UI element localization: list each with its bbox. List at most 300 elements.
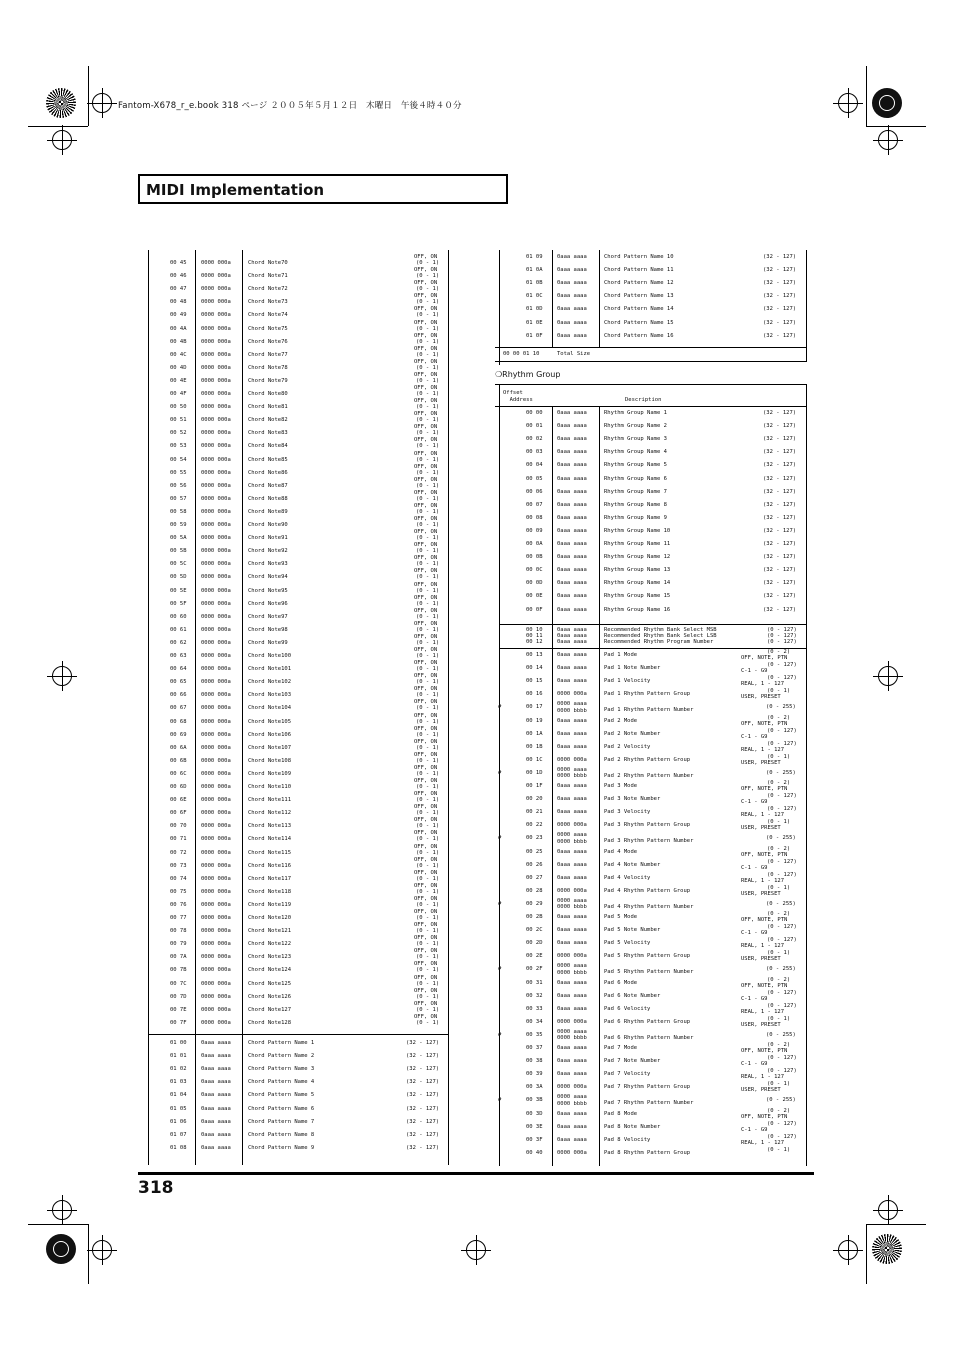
table-row bbox=[138, 424, 453, 440]
offset-address: 01 00 bbox=[170, 1040, 187, 1046]
value-label: OFF, NOTE, PTN bbox=[741, 655, 788, 661]
value-range: (0 - 2) bbox=[767, 976, 791, 983]
bit-field: 0000 000a bbox=[201, 430, 231, 437]
table-row bbox=[138, 673, 453, 689]
bit-field: 0000 000a bbox=[201, 508, 231, 515]
bit-field: 0aaa aaaa bbox=[557, 979, 587, 986]
offset-address: 00 04 bbox=[526, 462, 543, 469]
value-range: (0 - 1) bbox=[416, 613, 440, 620]
table-row bbox=[138, 660, 453, 676]
value-range: (0 - 1) bbox=[416, 954, 440, 961]
value-range: (0 - 1) bbox=[416, 875, 440, 882]
bit-field: 0aaa aaaa bbox=[557, 436, 587, 443]
value-label: REAL, 1 - 127 bbox=[741, 746, 785, 753]
bit-field: 0000 000a bbox=[201, 718, 231, 725]
registration-mark-icon bbox=[878, 130, 898, 150]
parameter-name: Rhythm Group Name 4 bbox=[604, 449, 667, 456]
offset-address: 00 7C bbox=[170, 980, 187, 987]
value-range: (0 - 1) bbox=[416, 338, 440, 345]
offset-address: 01 02 bbox=[170, 1066, 187, 1073]
crop-dial-icon bbox=[872, 1234, 902, 1264]
registration-mark-icon bbox=[878, 1200, 898, 1220]
value-range: (0 - 1) bbox=[416, 312, 440, 319]
bit-field: 0aaa aaaa bbox=[557, 633, 587, 640]
table-row bbox=[138, 476, 453, 493]
parameter-name: Chord Note101 bbox=[248, 666, 292, 673]
value-label: REAL, 1 - 127 bbox=[741, 1139, 785, 1146]
offset-address: 00 01 bbox=[526, 423, 543, 430]
offset-address: 00 60 bbox=[170, 613, 187, 620]
value-label: OFF, ON bbox=[414, 961, 438, 968]
table-row bbox=[495, 924, 810, 937]
parameter-name: Chord Note105 bbox=[248, 718, 292, 725]
bit-field: 0aaa aaaa bbox=[557, 1123, 587, 1130]
value-label: OFF, ON bbox=[414, 974, 438, 981]
parameter-name: Chord Pattern Name 14 bbox=[604, 306, 674, 313]
value-range: (0 - 1) bbox=[416, 495, 440, 502]
offset-address: 00 3D bbox=[526, 1110, 543, 1117]
value-label: OFF, NOTE, PTN bbox=[741, 786, 788, 792]
parameter-name: Chord Note87 bbox=[248, 482, 288, 489]
table-row bbox=[138, 542, 453, 558]
offset-address: 00 69 bbox=[170, 731, 187, 738]
bit-field: 0aaa aaaa bbox=[557, 501, 587, 508]
parameter-name: Chord Note119 bbox=[248, 901, 292, 908]
bit-field: 0aaa aaaa bbox=[557, 462, 587, 469]
parameter-name: Pad 1 Velocity bbox=[604, 678, 651, 685]
crop-dial-icon bbox=[46, 1234, 76, 1264]
bit-field: 0000 000a bbox=[201, 1006, 231, 1013]
table-row bbox=[495, 407, 810, 420]
value-range: (0 - 2) bbox=[767, 1107, 791, 1114]
value-range: (32 - 127) bbox=[763, 436, 797, 443]
offset-address: 00 38 bbox=[526, 1058, 543, 1065]
offset-address: 00 6A bbox=[170, 744, 187, 751]
parameter-name: Rhythm Group Name 5 bbox=[604, 462, 667, 469]
value-label: C-1 - G9 bbox=[741, 1061, 768, 1068]
table-row bbox=[138, 502, 453, 519]
parameter-name: Pad 2 Velocity bbox=[604, 743, 651, 750]
value-range: (32 - 127) bbox=[763, 462, 797, 469]
parameter-name: Pad 3 Rhythm Pattern Number bbox=[604, 838, 694, 845]
value-range: (0 - 1) bbox=[416, 705, 440, 712]
parameter-name: Chord Note91 bbox=[248, 535, 288, 542]
value-range: (32 - 127) bbox=[763, 475, 797, 482]
parameter-name: Pad 2 Rhythm Pattern Group bbox=[604, 756, 691, 763]
value-range: (0 - 2) bbox=[767, 649, 791, 655]
offset-address: 00 4E bbox=[170, 377, 187, 384]
bit-field: 0000 000a bbox=[201, 679, 231, 686]
parameter-name: Chord Pattern Name 13 bbox=[604, 293, 674, 300]
value-label: OFF, ON bbox=[414, 830, 438, 837]
value-range: (32 - 127) bbox=[763, 501, 797, 508]
table-row bbox=[495, 277, 810, 290]
parameter-name: Chord Note76 bbox=[248, 338, 288, 345]
offset-address: 00 1B bbox=[526, 743, 543, 750]
table-row bbox=[138, 791, 453, 807]
parameter-name: Chord Note104 bbox=[248, 705, 292, 712]
bit-field: 0aaa aaaa bbox=[557, 606, 587, 613]
offset-address: 00 55 bbox=[170, 469, 187, 476]
table-row bbox=[495, 1134, 810, 1147]
offset-address: 00 25 bbox=[526, 848, 543, 855]
bit-field: 0000 000a bbox=[201, 325, 231, 332]
table-row bbox=[495, 604, 810, 617]
value-label: OFF, NOTE, PTN bbox=[741, 1113, 788, 1120]
value-range: (0 - 127) bbox=[767, 633, 797, 640]
table-row bbox=[495, 872, 810, 885]
table-row bbox=[495, 715, 810, 728]
bit-field: 0000 000a bbox=[201, 784, 231, 790]
nibbled-marker: # bbox=[498, 704, 502, 711]
bit-field: 0000 000a bbox=[201, 875, 231, 882]
registration-mark-icon bbox=[838, 93, 858, 113]
table-row bbox=[138, 594, 453, 611]
value-range: (0 - 1) bbox=[416, 469, 440, 476]
value-range: (0 - 127) bbox=[767, 924, 797, 931]
value-range: (0 - 255) bbox=[766, 704, 796, 711]
value-range: (0 - 1) bbox=[416, 823, 440, 830]
table-row bbox=[138, 633, 453, 650]
value-range: (0 - 1) bbox=[416, 286, 440, 293]
offset-address: 01 09 bbox=[526, 254, 543, 260]
value-label: OFF, ON bbox=[414, 516, 438, 522]
table-row bbox=[138, 385, 453, 401]
nibbled-marker: # bbox=[498, 900, 502, 907]
bit-field: 0000 000a bbox=[201, 391, 231, 397]
bit-field: 0000 aaaa 0000 bbbb bbox=[557, 832, 587, 845]
value-label: REAL, 1 - 127 bbox=[741, 812, 785, 819]
parameter-name: Chord Pattern Name 5 bbox=[248, 1092, 315, 1099]
bit-field: 0000 000a bbox=[201, 744, 231, 751]
offset-address: 00 22 bbox=[526, 822, 543, 829]
offset-address: 00 1D bbox=[526, 769, 543, 776]
bit-field: 0aaa aaaa bbox=[201, 1066, 231, 1073]
table-row bbox=[138, 581, 453, 598]
offset-address: 00 47 bbox=[170, 286, 187, 293]
parameter-name: Chord Pattern Name 15 bbox=[604, 319, 674, 326]
parameter-name: Chord Note118 bbox=[248, 888, 292, 895]
value-range: (32 - 127) bbox=[406, 1118, 440, 1125]
table-row bbox=[138, 869, 453, 886]
value-range: (0 - 127) bbox=[767, 1055, 797, 1062]
value-range: (32 - 127) bbox=[406, 1053, 440, 1060]
table-row bbox=[495, 911, 810, 924]
table-row bbox=[138, 371, 453, 388]
bit-field: 0aaa aaaa bbox=[201, 1105, 231, 1112]
parameter-name: Rhythm Group Name 8 bbox=[604, 501, 667, 508]
parameter-name: Pad 1 Note Number bbox=[604, 665, 661, 672]
table-row bbox=[138, 961, 453, 977]
value-range: (0 - 1) bbox=[416, 836, 440, 843]
registration-mark-icon bbox=[52, 666, 72, 686]
bit-field: 0aaa aaaa bbox=[557, 1058, 587, 1065]
value-range: (0 - 1) bbox=[416, 928, 440, 935]
footer-rule bbox=[138, 1172, 814, 1175]
offset-address: 00 10 bbox=[526, 627, 543, 633]
value-label: OFF, ON bbox=[414, 293, 438, 300]
offset-address: 00 5E bbox=[170, 587, 187, 594]
value-label: OFF, ON bbox=[414, 725, 438, 732]
table-row bbox=[495, 937, 810, 950]
value-label: OFF, NOTE, PTN bbox=[741, 982, 788, 989]
value-label: USER, PRESET bbox=[741, 694, 781, 701]
bit-field: 0aaa aaaa bbox=[557, 1136, 587, 1143]
bit-field: 0aaa aaaa bbox=[557, 1110, 587, 1117]
value-range: (32 - 127) bbox=[763, 332, 797, 339]
value-label: USER, PRESET bbox=[741, 1087, 781, 1094]
offset-address: 00 39 bbox=[526, 1071, 543, 1078]
table-row bbox=[138, 738, 453, 755]
value-range: (0 - 1) bbox=[767, 688, 791, 695]
table-row bbox=[138, 882, 453, 899]
table-row bbox=[495, 1108, 810, 1121]
bit-field: 0aaa aaaa bbox=[557, 449, 587, 456]
table-row bbox=[138, 293, 453, 309]
table-row bbox=[138, 948, 453, 964]
bit-field: 0aaa aaaa bbox=[557, 332, 587, 339]
bit-field: 0000 000a bbox=[201, 770, 231, 777]
value-range: (0 - 127) bbox=[767, 675, 797, 682]
parameter-name: Recommended Rhythm Bank Select MSB bbox=[604, 627, 717, 633]
total-size-offset: 00 00 01 10 bbox=[503, 351, 540, 357]
offset-address: 00 2F bbox=[526, 966, 543, 973]
parameter-name: Chord Note80 bbox=[248, 391, 288, 397]
parameter-name: Chord Note82 bbox=[248, 417, 288, 424]
value-label: OFF, ON bbox=[414, 502, 438, 509]
offset-address: 00 17 bbox=[526, 704, 543, 711]
bit-field: 0000 000a bbox=[201, 404, 231, 411]
value-range: (0 - 127) bbox=[767, 662, 797, 669]
value-range: (0 - 1) bbox=[416, 482, 440, 489]
table-row bbox=[495, 420, 810, 433]
registration-mark-icon bbox=[466, 1240, 486, 1260]
offset-address: 00 76 bbox=[170, 901, 187, 908]
value-range: (0 - 127) bbox=[767, 740, 797, 747]
bit-field: 0000 000a bbox=[201, 273, 231, 280]
offset-address: 00 61 bbox=[170, 626, 187, 633]
table-row bbox=[138, 463, 453, 480]
bit-field: 0aaa aaaa bbox=[557, 927, 587, 934]
value-range: (0 - 1) bbox=[416, 784, 440, 790]
parameter-name: Pad 8 Rhythm Pattern Group bbox=[604, 1149, 691, 1156]
offset-address: 00 02 bbox=[526, 436, 543, 443]
parameter-name: Chord Note122 bbox=[248, 941, 292, 948]
parameter-name: Rhythm Group Name 3 bbox=[604, 436, 667, 443]
value-range: (32 - 127) bbox=[763, 293, 797, 300]
value-label: OFF, ON bbox=[414, 319, 438, 326]
offset-address: 00 0D bbox=[526, 580, 543, 587]
value-range: (0 - 127) bbox=[767, 937, 797, 944]
value-label: REAL, 1 - 127 bbox=[741, 1074, 785, 1081]
value-range: (0 - 1) bbox=[416, 967, 440, 974]
offset-address: 00 34 bbox=[526, 1018, 543, 1025]
bit-field: 0000 aaaa 0000 bbbb bbox=[557, 1028, 587, 1042]
offset-address: 00 54 bbox=[170, 456, 187, 463]
bit-field: 0000 000a bbox=[201, 574, 231, 581]
value-range: (0 - 1) bbox=[416, 1019, 440, 1026]
offset-address: 00 62 bbox=[170, 639, 187, 646]
parameter-name: Pad 7 Velocity bbox=[604, 1071, 651, 1078]
bit-field: 0000 aaaa 0000 bbbb bbox=[557, 1094, 587, 1107]
table-row bbox=[138, 817, 453, 833]
parameter-name: Chord Note109 bbox=[248, 770, 292, 777]
value-label: C-1 - G9 bbox=[741, 864, 768, 871]
bit-field: 0aaa aaaa bbox=[201, 1053, 231, 1060]
value-label: OFF, NOTE, PTN bbox=[741, 720, 788, 727]
offset-address: 00 2C bbox=[526, 927, 543, 934]
table-row bbox=[138, 254, 453, 270]
parameter-name: Chord Note74 bbox=[248, 312, 288, 319]
offset-address: 00 15 bbox=[526, 678, 543, 685]
offset-address: 01 0C bbox=[526, 293, 543, 300]
table-row bbox=[495, 675, 810, 688]
value-label: OFF, ON bbox=[414, 817, 438, 824]
offset-address: 00 3B bbox=[526, 1097, 543, 1104]
bit-field: 0000 000a bbox=[201, 666, 231, 673]
table-row bbox=[495, 990, 810, 1003]
bit-field: 0000 000a bbox=[201, 456, 231, 463]
value-range: (0 - 1) bbox=[416, 718, 440, 725]
bit-field: 0aaa aaaa bbox=[557, 410, 587, 416]
table-row bbox=[138, 935, 453, 951]
value-label: REAL, 1 - 127 bbox=[741, 1008, 785, 1015]
value-label: OFF, ON bbox=[414, 332, 438, 339]
table-row bbox=[138, 778, 453, 794]
table-row bbox=[138, 804, 453, 820]
offset-address: 00 13 bbox=[526, 652, 543, 658]
offset-address: 00 4C bbox=[170, 351, 187, 358]
bit-field: 0000 000a bbox=[201, 967, 231, 974]
table-row bbox=[495, 512, 810, 525]
value-label: OFF, ON bbox=[414, 909, 438, 915]
table-row bbox=[495, 701, 810, 714]
offset-address: 01 06 bbox=[170, 1118, 187, 1125]
table-row bbox=[138, 712, 453, 729]
nibbled-marker: # bbox=[498, 1097, 502, 1104]
offset-address: 00 49 bbox=[170, 312, 187, 319]
table-row bbox=[495, 290, 810, 303]
page-title: MIDI Implementation bbox=[146, 181, 325, 199]
table-row bbox=[495, 1029, 810, 1042]
value-range: (32 - 127) bbox=[406, 1144, 440, 1151]
offset-address: 01 05 bbox=[170, 1105, 187, 1112]
offset-address: 01 04 bbox=[170, 1092, 187, 1099]
value-range: (0 - 2) bbox=[767, 714, 791, 721]
bit-field: 0aaa aaaa bbox=[557, 783, 587, 789]
value-label: OFF, ON bbox=[414, 568, 438, 575]
offset-address: 00 5C bbox=[170, 561, 187, 568]
table-row bbox=[495, 1003, 810, 1016]
table-row bbox=[495, 793, 810, 806]
value-range: (0 - 1) bbox=[416, 849, 440, 856]
bit-field: 0aaa aaaa bbox=[201, 1131, 231, 1138]
value-range: (32 - 127) bbox=[763, 514, 797, 521]
table-row bbox=[138, 1103, 453, 1116]
bit-field: 0aaa aaaa bbox=[557, 796, 587, 803]
offset-address: 00 7D bbox=[170, 993, 187, 1000]
offset-address: 00 5B bbox=[170, 548, 187, 555]
value-range: (0 - 1) bbox=[416, 810, 440, 817]
table-row bbox=[138, 411, 453, 427]
parameter-name: Pad 4 Rhythm Pattern Group bbox=[604, 887, 691, 894]
bit-field: 0aaa aaaa bbox=[557, 514, 587, 521]
offset-address: 00 67 bbox=[170, 705, 187, 712]
table-row bbox=[495, 473, 810, 486]
offset-address: 00 20 bbox=[526, 796, 543, 803]
table-row bbox=[495, 525, 810, 538]
bit-field: 0000 000a bbox=[201, 836, 231, 843]
bit-field: 0000 000a bbox=[201, 561, 231, 568]
registration-mark-icon bbox=[92, 93, 112, 113]
bit-field: 0000 aaaa 0000 bbbb bbox=[557, 766, 587, 780]
bit-field: 0000 000a bbox=[557, 953, 587, 960]
parameter-name: Chord Note72 bbox=[248, 286, 288, 293]
offset-address: 00 77 bbox=[170, 915, 187, 921]
page-title-box bbox=[138, 174, 508, 204]
bit-field: 0000 000a bbox=[201, 600, 231, 607]
value-label: OFF, ON bbox=[414, 633, 438, 640]
parameter-name: Pad 8 Note Number bbox=[604, 1123, 661, 1130]
bit-field: 0aaa aaaa bbox=[557, 293, 587, 300]
value-range: (0 - 1) bbox=[416, 679, 440, 686]
offset-address: 00 33 bbox=[526, 1005, 543, 1012]
value-range: (32 - 127) bbox=[406, 1131, 440, 1138]
offset-address: 00 53 bbox=[170, 443, 187, 450]
parameter-name: Chord Pattern Name 6 bbox=[248, 1105, 315, 1112]
parameter-name: Chord Note123 bbox=[248, 954, 292, 961]
bit-field: 0aaa aaaa bbox=[557, 639, 587, 646]
parameter-name: Rhythm Group Name 10 bbox=[604, 527, 671, 534]
value-range: (0 - 127) bbox=[767, 1120, 797, 1127]
value-range: (32 - 127) bbox=[763, 580, 797, 587]
value-range: (32 - 127) bbox=[406, 1079, 440, 1086]
value-range: (0 - 255) bbox=[766, 900, 796, 907]
value-range: (0 - 1) bbox=[416, 430, 440, 437]
value-label: OFF, ON bbox=[414, 791, 438, 798]
parameter-name: Chord Note86 bbox=[248, 469, 288, 476]
value-range: (32 - 127) bbox=[763, 554, 797, 561]
bit-field: 0000 000a bbox=[201, 469, 231, 476]
value-range: (0 - 127) bbox=[767, 627, 797, 633]
value-range: (0 - 1) bbox=[416, 1006, 440, 1013]
table-row bbox=[495, 303, 810, 316]
value-label: OFF, ON bbox=[414, 895, 438, 902]
bit-field: 0aaa aaaa bbox=[557, 665, 587, 672]
nibbled-marker: # bbox=[498, 769, 502, 776]
table-row bbox=[138, 974, 453, 991]
page-number: 318 bbox=[138, 1178, 174, 1198]
parameter-name: Chord Note90 bbox=[248, 522, 288, 528]
value-range: (0 - 1) bbox=[416, 653, 440, 659]
parameter-name: Pad 2 Rhythm Pattern Number bbox=[604, 772, 694, 779]
parameter-name: Pad 6 Rhythm Pattern Number bbox=[604, 1034, 694, 1041]
value-label: OFF, ON bbox=[414, 751, 438, 758]
value-range: (0 - 1) bbox=[416, 574, 440, 581]
offset-address: 00 6E bbox=[170, 797, 187, 804]
value-range: (0 - 1) bbox=[416, 941, 440, 948]
parameter-name: Pad 5 Note Number bbox=[604, 927, 661, 934]
parameter-name: Recommended Rhythm Program Number bbox=[604, 639, 714, 646]
bit-field: 0000 000a bbox=[201, 941, 231, 948]
offset-address: 00 70 bbox=[170, 823, 187, 830]
value-range: (32 - 127) bbox=[763, 423, 797, 430]
offset-address: 00 72 bbox=[170, 849, 187, 856]
value-label: OFF, ON bbox=[414, 869, 438, 876]
table-row bbox=[495, 251, 810, 264]
offset-address: 00 0E bbox=[526, 593, 543, 600]
parameter-name: Rhythm Group Name 11 bbox=[604, 541, 671, 547]
